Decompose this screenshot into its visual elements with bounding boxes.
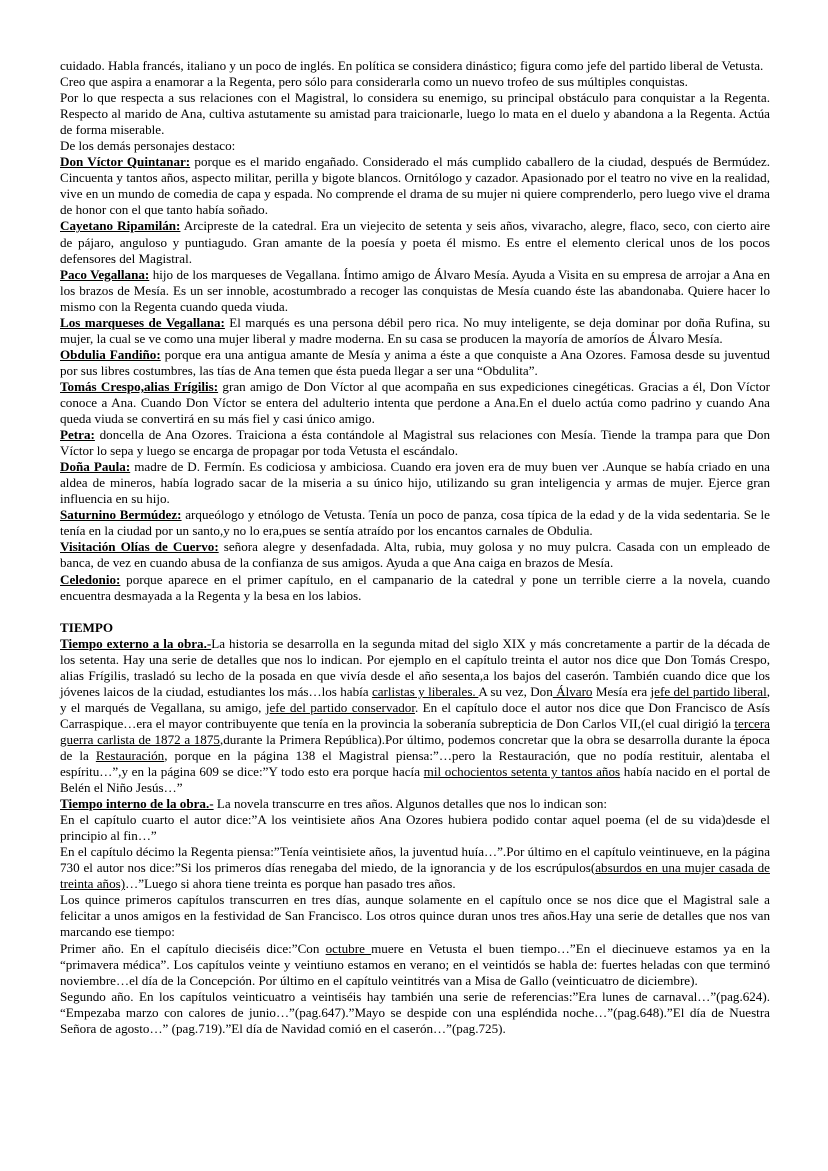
character-name: Cayetano Ripamilán: [60,218,181,234]
underlined-run: octubre [325,940,372,956]
text-run: Mesía era [592,683,651,699]
character-entry [60,315,770,347]
character-entry [60,379,770,427]
text-run: , y el marqués de Vegallana, su amigo, [60,683,770,715]
document-page [60,58,770,1037]
paragraph-primer-ano [60,941,770,989]
character-entry [60,572,770,604]
paragraph-capitulo-decimo [60,844,770,892]
paragraph-quince-capitulos: Los quince primeros capítulos transcurren en tres días, aunque solamente en el capítulo once se nos dice que el Magistral sale a felicitar a unos amigos en la festividad de San Francisco. Los otros quince duran unos tres años.Hay una serie de detalles que nos van marcando ese tiempo: [60,892,770,940]
text-run: muere en Vetusta el buen tiempo…”En el diecinueve estamos ya en la “primavera médica”. Los capítulos veinte y veintiuno estamos en verano; en el veintidós se habla de: fuertes heladas con que terminó noviembre…el día de la Concepción. Por último en el capítulo veintitrés van a Misa de Gallo (veinticuatro de diciembre). [60,940,771,988]
text-run: Primer año. En el capítulo dieciséis dice:”Con [60,940,326,956]
paragraph-capitulo-cuarto: En el capítulo cuarto el autor dice:”A los veintisiete años Ana Ozores hubiera podido contar aquel poema (el de su vida)desde el principio al fin…” [60,812,770,844]
text-run: …”Luego si ahora tiene treinta es porque han pasado tres años. [125,876,456,892]
character-name: Petra: [60,427,95,443]
character-description: gran amigo de Don Víctor al que acompaña en sus expediciones cinegéticas. Gracias a él, Don Víctor conoce a Ana. Cuando Don Víctor se entera del adulterio intenta que perdone a Ana.En el duelo actúa como padrino y cuando Ana queda viuda se convertirá en su más fiel y casi único amigo. [60,378,770,427]
character-description: porque aparece en el primer capítulo, en el campanario de la catedral y pone un terrible cierre a la novela, cuando encuentra desmayada a la Regenta y la besa en los labios. [60,571,770,603]
section-spacer [60,604,770,620]
character-name: Don Víctor Quintanar: [60,154,191,170]
underlined-run: tercera guerra carlista de 1872 a 1875 [60,715,770,747]
text-run: había nacido en el portal de Belén el Niño Jesús…” [60,764,771,796]
character-name: Obdulia Fandiño: [60,346,161,362]
underlined-run: absurdos en una mujer casada de treinta años) [60,860,770,892]
subsection-title-interno: Tiempo interno de la obra.- [60,796,214,812]
underlined-run: jefe del partido conservador [265,699,415,715]
text-run: ,durante la Primera República).Por último, podemos concretar que la obra se desarrolla durante la época de la [60,731,770,763]
underlined-run: jefe del partido liberal [650,683,767,699]
character-name: Tomás Crespo,alias Frígilis: [60,378,219,394]
character-name: Los marqueses de Vegallana: [60,314,225,330]
character-description: El marqués es una persona débil pero rica. No muy inteligente, se deja dominar por doña Rufina, su mujer, la cual se ve como una mujer liberal y madre moderna. En su casa se producen la mayoría de amoríos de Álvaro Mesía. [60,314,771,346]
character-entry [60,459,770,507]
paragraph-mesia-aspira: Creo que aspira a enamorar a la Regenta, pero sólo para considerarla como un nuevo trofeo de sus múltiples conquistas. [60,74,688,90]
text-run: La novela transcurre en tres años. Algunos detalles que nos lo indican son: [213,796,608,812]
paragraph-mesia-magistral: Por lo que respecta a sus relaciones con el Magistral, lo considera su enemigo, su principal obstáculo para conquistar a la Regenta. Respecto al marido de Ana, cultiva astutamente su amistad para traicionarle, luego lo mata en el duelo y abandona a la Regenta. Actúa de forma miserable. [60,90,770,138]
underlined-run: mil ochocientos setenta y tantos años [423,764,621,780]
character-entry [60,347,770,379]
underlined-run: , [479,667,484,683]
character-name: Visitación Olías de Cuervo: [60,539,219,555]
character-description: madre de D. Fermín. Es codiciosa y ambiciosa. Cuando era joven era de muy buen ver .Aunque se había criado en una aldea de mineros, había logrado sacar de la miseria a su único hijo, utilizando su gran inteligencia y armas de mujer. Ejerce gran influencia en su hijo. [60,459,770,507]
section-heading-tiempo: TIEMPO [60,619,114,635]
text-run: La historia se desarrolla en la segunda mitad del siglo XIX y más concretamente a partir de la década de los setenta. Hay una serie de detalles que nos lo indican. Por ejemplo en el capítulo treinta el autor nos dice que Don Tomás Crespo, alias Frígilis, trasladó su lecho de la posada en que vivía desde el año sesenta [60,635,770,683]
text-run: En el capítulo décimo la Regenta piensa:”Tenía veintisiete años, la juventud huía…”.Por último en el capítulo veintinueve, en la página 730 el autor nos dice:”Si los primeros días renegaba del miedo, de la ignorancia y de los escrúpulos( [60,844,770,876]
character-description: arqueólogo y etnólogo de Vetusta. Tenía un poco de panza, cosa típica de la edad y de la vida sedentaria. Se le tenía en la ciudad por un santo,y no lo era,pues se sentía atraído por los encantos carnales de Obdulia. [60,507,770,539]
underlined-run: carlistas y liberales. [371,683,479,699]
character-entry [60,539,770,571]
character-description: porque era una antigua amante de Mesía y anima a éste a que conquiste a Ana Ozores. Famosa desde su juventud por sus libres costumbres, las tías de Ana temen que ésta pueda llegar a ser una “Obdulita”. [60,346,770,378]
character-name: Celedonio: [60,571,121,587]
character-description: doncella de Ana Ozores. Traiciona a ésta contándole al Magistral sus relaciones con Mesía. Tiende la trampa para que Don Víctor lo sepa y luego se encarga de propagar por toda Vetusta el escándalo. [60,427,770,459]
character-name: Doña Paula: [60,459,131,475]
text-run: a los bajos del caserón. También cuando dice que los jóvenes laicos de la ciudad, estudiantes los más…los había [60,667,770,699]
underlined-run: Restauración [95,747,165,763]
character-entry [60,267,770,315]
text-run: . En el capítulo doce el autor nos dice que Don Francisco de Asís Carraspique…era el mayor contribuyente que tenía en la provincia la soberanía subrepticia de Don Carlos VII,(el cual dirigió la [60,699,770,731]
underlined-run: Álvaro [552,683,593,699]
character-entry [60,218,770,266]
character-name: Paco Vegallana: [60,266,150,282]
subsection-title-externo: Tiempo externo a la obra.- [60,635,212,651]
paragraph-mesia-politics: cuidado. Habla francés, italiano y un poco de inglés. En política se considera dinástico; figura como jefe del partido liberal de Vetusta. [60,58,764,73]
character-description: hijo de los marqueses de Vegallana. Íntimo amigo de Álvaro Mesía. Ayuda a Visita en su empresa de arrojar a Ana en los brazos de Mesía. Es un ser innoble, acostumbrado a recoger las conquistas de Mesía cuando éste las abandonaba. Quiere hacer lo mismo con la Regenta cuando queda viuda. [60,266,770,314]
paragraph-tiempo-interno [60,796,770,812]
character-description: Arcipreste de la catedral. Era un viejecito de setenta y seis años, vivaracho, alegre, flaco, seco, con cierto aire de pájaro, anguloso y puntiagudo. Gran amante de la poesía y poeta él mismo. Es entre el elemento clerical unos de los pocos defensores del Magistral. [60,218,771,266]
character-entry [60,154,770,218]
paragraph-demas-personajes: De los demás personajes destaco: [60,138,236,154]
paragraph-segundo-ano: Segundo año. En los capítulos veinticuatro a veintiséis hay también una serie de referencias:”Era lunes de carnaval…”(pag.624). “Empezaba marzo con calores de junio…”(pag.647).”Mayo se despide con una espléndida noche…”(pag.648).”El día de Nuestra Señora de agosto…” (pag.719).”El día de Navidad comió en el caserón…”(pag.725). [60,988,770,1036]
character-description: porque es el marido engañado. Considerado el más cumplido caballero de la ciudad, después de Bermúdez. Cincuenta y tantos años, aspecto militar, perilla y bigote blancos. Ornitólogo y cazador. Apasionado por el teatro no vive en la realidad, vive en un mundo de comedia de capa y espada. No comprende el drama de su mujer ni quiere comprenderlo, pero luego vive el drama de honor con el que tanto había soñado. [60,154,770,218]
text-run: A su vez, Don [478,683,553,699]
character-entry [60,507,770,539]
character-entry [60,427,770,459]
character-description: señora alegre y desenfadada. Alta, rubia, muy golosa y no muy pulcra. Casada con un empleado de banca, de vez en cuando abusa de la confianza de sus amigos. Ayuda a que Ana caiga en brazos de Mesía. [60,539,770,571]
text-run: , porque en la página 138 el Magistral piensa:”…pero la Restauración, que no podía restituir, alentaba el espíritu…”,y en la página 609 se dice:”Y todo esto era porque hacía [60,747,770,780]
character-name: Saturnino Bermúdez: [60,507,182,523]
paragraph-tiempo-externo [60,636,770,796]
